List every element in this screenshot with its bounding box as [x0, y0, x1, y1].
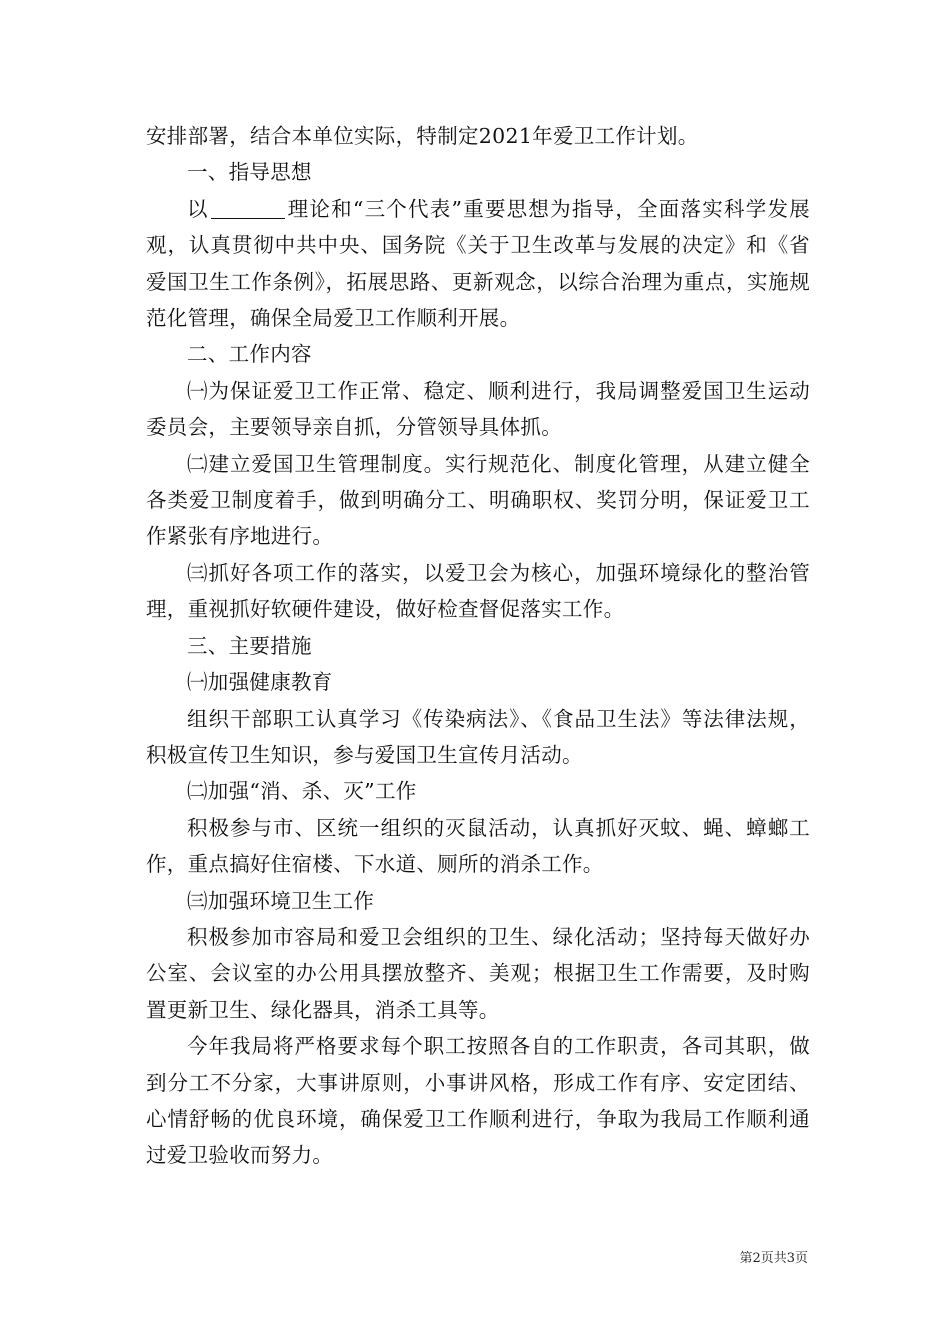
- heading-guiding-ideology: 一、指导思想: [187, 160, 312, 185]
- paragraph-work-item-1: ㈠为保证爱卫工作正常、稳定、顺利进行，我局调整爱国卫生运动委员会，主要领导亲自抓，分管领导具体抓。: [146, 378, 810, 440]
- heading-work-content: 二、工作内容: [187, 342, 312, 367]
- paragraph-work-item-2: ㈡建立爱国卫生管理制度。实行规范化、制度化管理，从建立健全各类爱卫制度着手，做到明确分工、明确职权、奖罚分明，保证爱卫工作紧张有序地进行。: [146, 451, 810, 549]
- paragraph-disinfection: 积极参与市、区统一组织的灭鼠活动，认真抓好灭蚊、蝇、蟑螂工作，重点搞好住宿楼、下水道、厕所的消杀工作。: [146, 815, 810, 877]
- paragraph-intro: 安排部署，结合本单位实际，特制定2021年爱卫工作计划。: [146, 124, 699, 148]
- subheading-environment: ㈢加强环境卫生工作: [187, 888, 375, 913]
- paragraph-conclusion: 今年我局将严格要求每个职工按照各自的工作职责，各司其职，做到分工不分家，大事讲原则，小事讲风格，形成工作有序、安定团结、心情舒畅的优良环境，确保爱卫工作顺利进行，争取为我局工作顺利通过爱卫验收而努力。: [146, 1034, 810, 1168]
- subheading-health-education: ㈠加强健康教育: [187, 670, 333, 695]
- paragraph-health-education: 组织干部职工认真学习《传染病法》、《食品卫生法》等法律法规，积极宣传卫生知识，参与爱国卫生宣传月活动。: [146, 706, 810, 767]
- paragraph-environment: 积极参加市容局和爱卫会组织的卫生、绿化活动；坚持每天做好办公室、会议室的办公用具摆放整齐、美观；根据卫生工作需要，及时购置更新卫生、绿化器具，消杀工具等。: [146, 924, 810, 1022]
- paragraph-work-item-3: ㈢抓好各项工作的落实，以爱卫会为核心，加强环境绿化的整治管理，重视抓好软硬件建设，做好检查督促落实工作。: [146, 560, 810, 622]
- paragraph-guiding-ideology: [146, 191, 810, 337]
- heading-main-measures: 三、主要措施: [187, 633, 312, 658]
- subheading-disinfection: ㈡加强“消、杀、灭”工作: [187, 779, 417, 804]
- page-number-footer: 第2页共3页: [739, 1251, 808, 1266]
- fill-in-blank: [211, 196, 285, 219]
- paragraph-guiding-rest: 理论和“三个代表”重要思想为指导，全面落实科学发展观，认真贯彻中共中央、国务院《关于卫生改革与发展的决定》和《省爱国卫生工作条例》，拓展思路、更新观念，以综合治理为重点，实施规范化管理，确保全局爱卫工作顺利开展。: [146, 196, 810, 331]
- paragraph-guiding-start: 以: [187, 196, 209, 221]
- document-body: [146, 118, 810, 1174]
